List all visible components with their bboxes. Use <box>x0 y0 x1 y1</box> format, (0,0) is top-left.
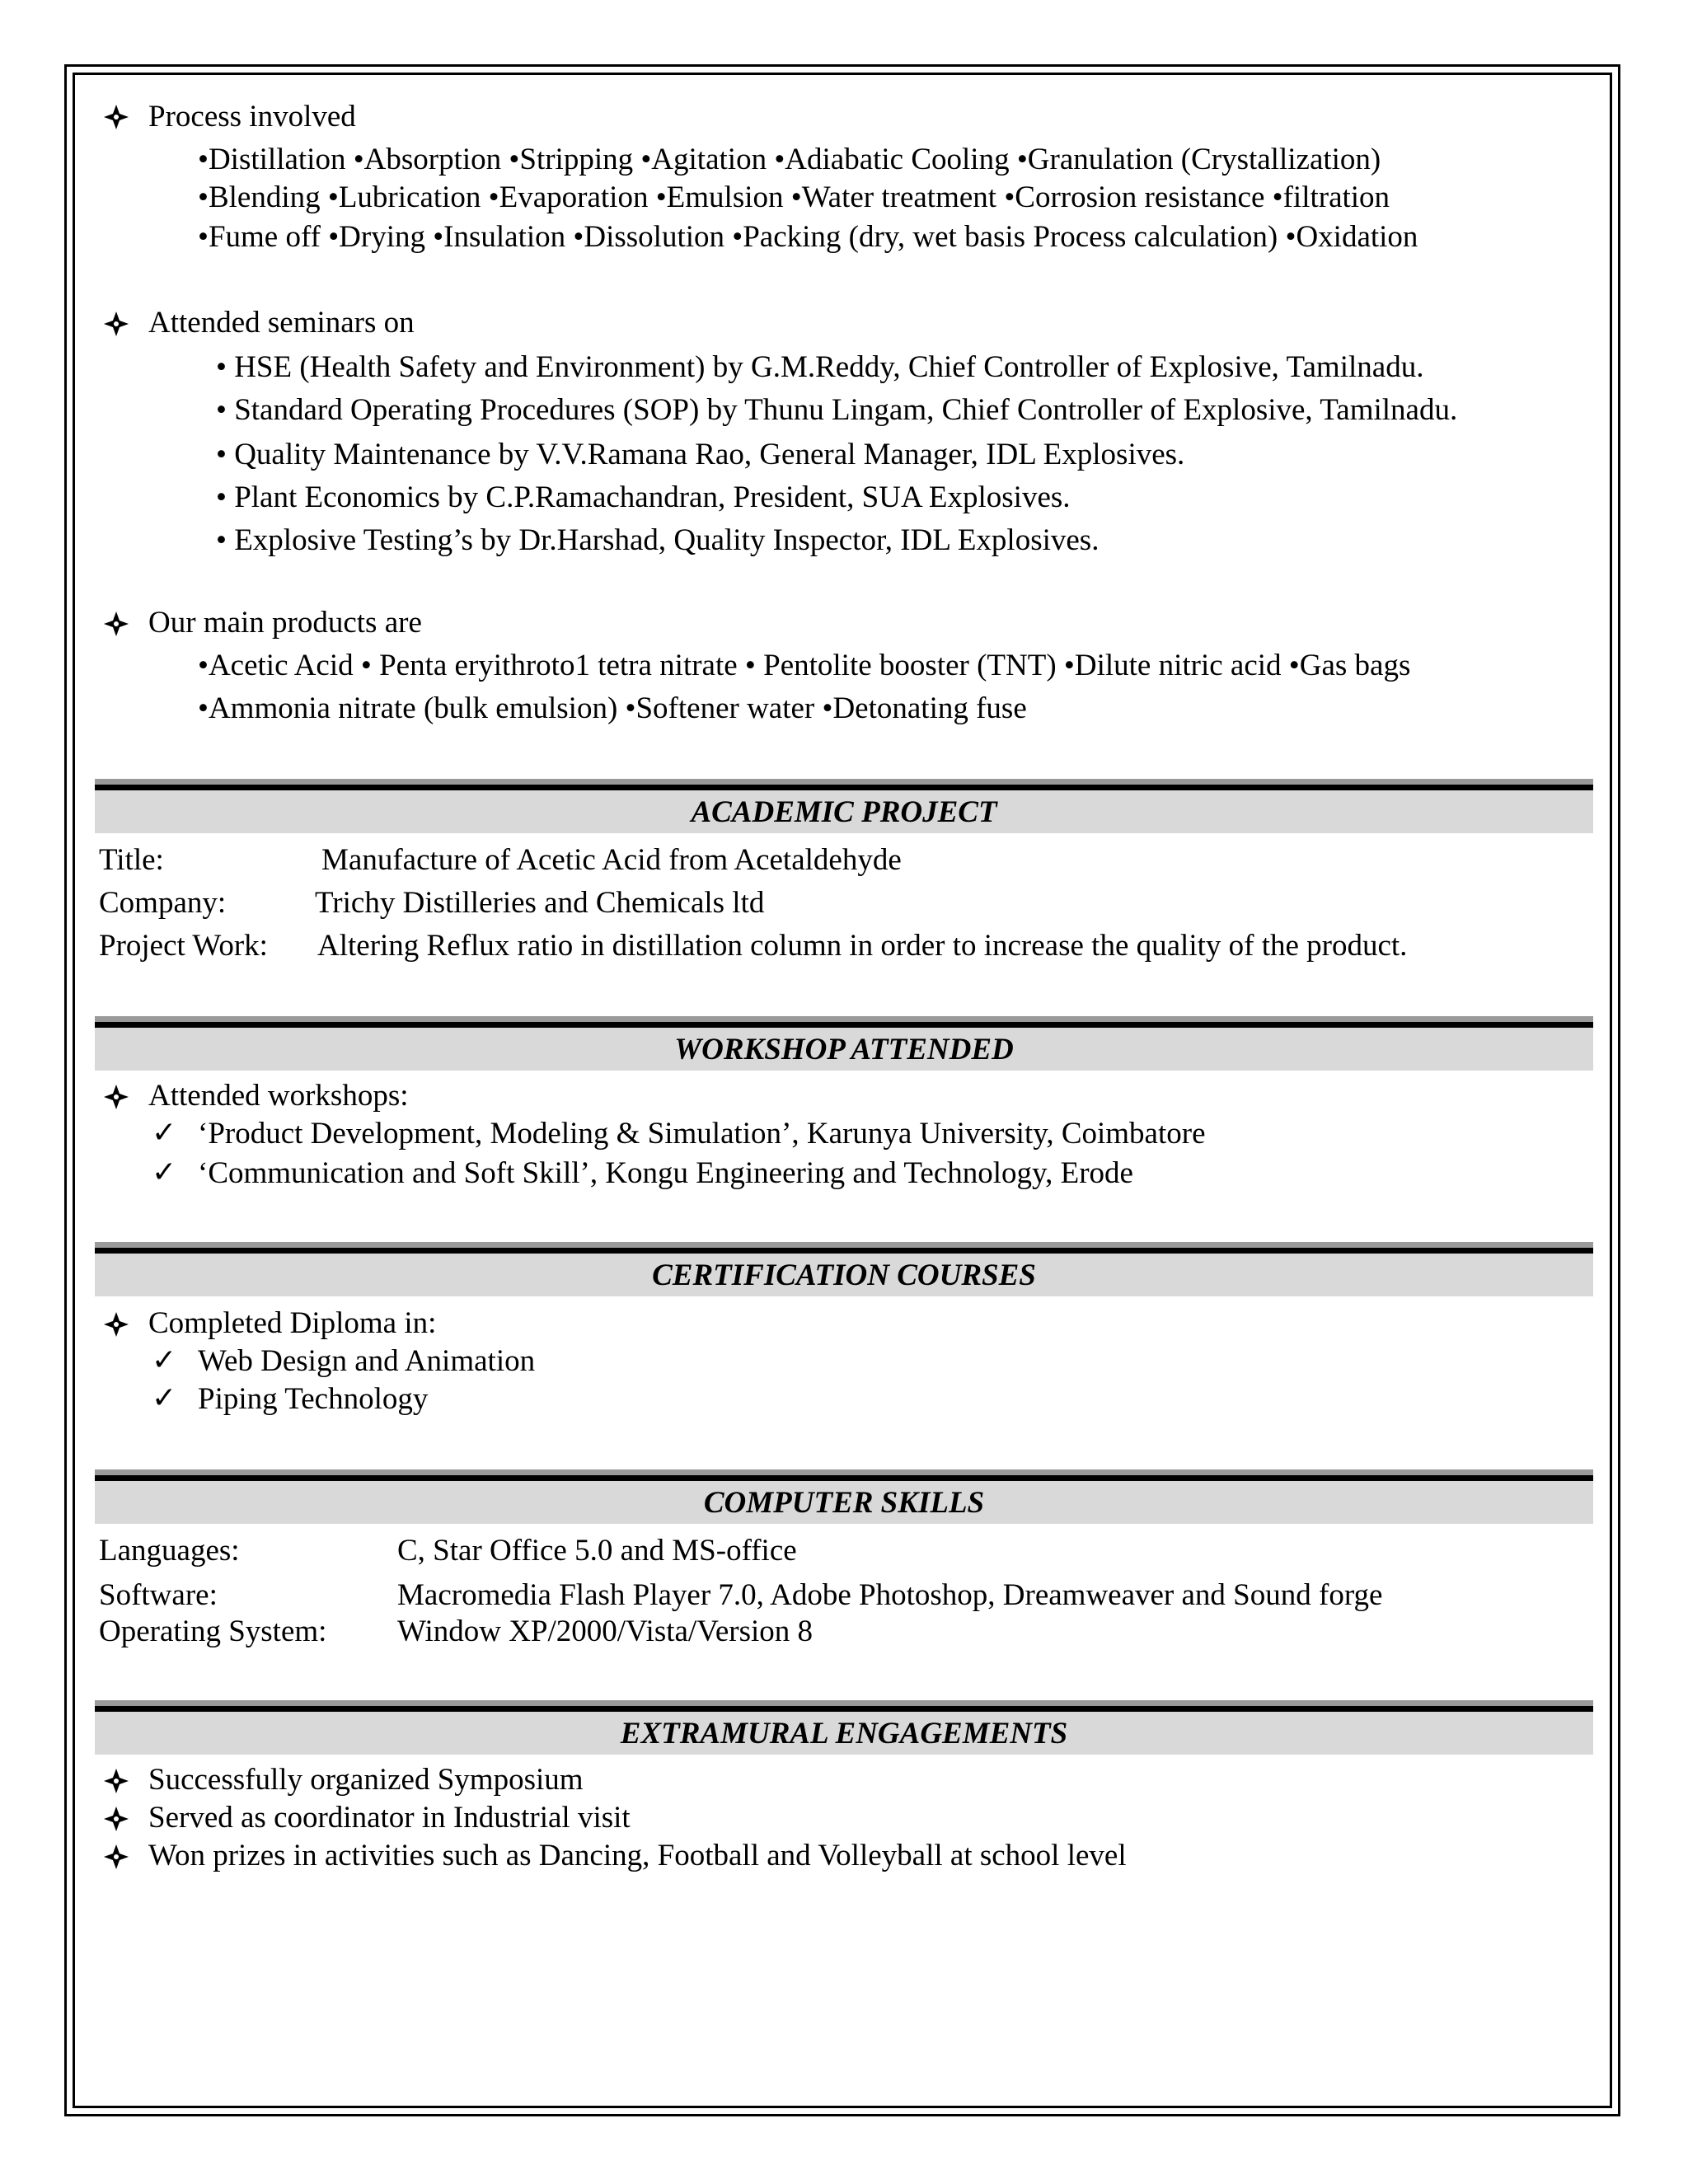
seminar-item: • Plant Economics by C.P.Ramachandran, President, SUA Explosives. <box>216 480 1071 514</box>
section-title: WORKSHOP ATTENDED <box>95 1028 1593 1071</box>
section-title: CERTIFICATION COURSES <box>95 1254 1593 1296</box>
academic-label: Project Work: <box>99 929 268 963</box>
four-petal-diamond-icon <box>102 1083 130 1111</box>
section-header-academic <box>95 779 1593 833</box>
process-line: •Blending •Lubrication •Evaporation •Emulsion •Water treatment •Corrosion resistance •filtration <box>198 180 1390 214</box>
extramural-item: Served as coordinator in Industrial visit <box>148 1801 631 1835</box>
four-petal-diamond-icon <box>102 610 130 638</box>
certification-item: Piping Technology <box>198 1382 429 1416</box>
four-petal-diamond-icon <box>102 103 130 131</box>
extramural-item: Successfully organized Symposium <box>148 1763 584 1797</box>
academic-label: Company: <box>99 886 227 920</box>
computer-value: Window XP/2000/Vista/Version 8 <box>397 1615 813 1648</box>
check-mark-icon: ✓ <box>152 1116 177 1149</box>
check-mark-icon: ✓ <box>152 1381 177 1414</box>
academic-value: Manufacture of Acetic Acid from Acetaldehyde <box>321 843 902 877</box>
process-line: •Fume off •Drying •Insulation •Dissolution •Packing (dry, wet basis Process calculation) •Oxidation <box>198 220 1418 254</box>
academic-value: Trichy Distilleries and Chemicals ltd <box>315 886 765 920</box>
computer-label: Languages: <box>99 1534 240 1568</box>
seminars-heading: Attended seminars on <box>148 306 415 340</box>
computer-value: C, Star Office 5.0 and MS-office <box>397 1534 797 1568</box>
four-petal-diamond-icon <box>102 1310 130 1338</box>
certification-item: Web Design and Animation <box>198 1344 536 1378</box>
four-petal-diamond-icon <box>102 1843 130 1871</box>
check-mark-icon: ✓ <box>152 1155 177 1188</box>
academic-label: Title: <box>99 843 164 877</box>
workshop-item: ‘Product Development, Modeling & Simulation’, Karunya University, Coimbatore <box>198 1117 1206 1151</box>
process-heading: Process involved <box>148 100 356 134</box>
section-title: ACADEMIC PROJECT <box>95 790 1593 833</box>
computer-label: Operating System: <box>99 1615 327 1648</box>
section-title: EXTRAMURAL ENGAGEMENTS <box>95 1712 1593 1755</box>
seminar-item: • Standard Operating Procedures (SOP) by Thunu Lingam, Chief Controller of Explosive, Tamilnadu. <box>216 393 1458 427</box>
section-header-workshop <box>95 1016 1593 1071</box>
seminar-item: • Explosive Testing’s by Dr.Harshad, Quality Inspector, IDL Explosives. <box>216 523 1100 557</box>
section-header-certification <box>95 1242 1593 1296</box>
computer-label: Software: <box>99 1578 218 1612</box>
section-title: COMPUTER SKILLS <box>95 1481 1593 1524</box>
check-mark-icon: ✓ <box>152 1343 177 1376</box>
certification-heading: Completed Diploma in: <box>148 1306 437 1340</box>
seminar-item: • HSE (Health Safety and Environment) by G.M.Reddy, Chief Controller of Explosive, Tamilnadu. <box>216 350 1424 384</box>
academic-value: Altering Reflux ratio in distillation column in order to increase the quality of the product. <box>317 929 1408 963</box>
computer-value: Macromedia Flash Player 7.0, Adobe Photoshop, Dreamweaver and Sound forge <box>397 1578 1383 1612</box>
section-header-extramural <box>95 1700 1593 1755</box>
four-petal-diamond-icon <box>102 1805 130 1833</box>
workshop-heading: Attended workshops: <box>148 1079 409 1113</box>
section-header-computer <box>95 1469 1593 1524</box>
process-line: •Distillation •Absorption •Stripping •Agitation •Adiabatic Cooling •Granulation (Crystallization) <box>198 143 1381 176</box>
extramural-item: Won prizes in activities such as Dancing, Football and Volleyball at school level <box>148 1839 1127 1872</box>
seminar-item: • Quality Maintenance by V.V.Ramana Rao, General Manager, IDL Explosives. <box>216 438 1185 471</box>
workshop-item: ‘Communication and Soft Skill’, Kongu Engineering and Technology, Erode <box>198 1156 1133 1190</box>
products-line: •Ammonia nitrate (bulk emulsion) •Softener water •Detonating fuse <box>198 691 1027 725</box>
four-petal-diamond-icon <box>102 1767 130 1795</box>
products-heading: Our main products are <box>148 606 422 640</box>
products-line: •Acetic Acid • Penta eryithroto1 tetra nitrate • Pentolite booster (TNT) •Dilute nitric acid •Gas bags <box>198 649 1411 682</box>
four-petal-diamond-icon <box>102 310 130 338</box>
